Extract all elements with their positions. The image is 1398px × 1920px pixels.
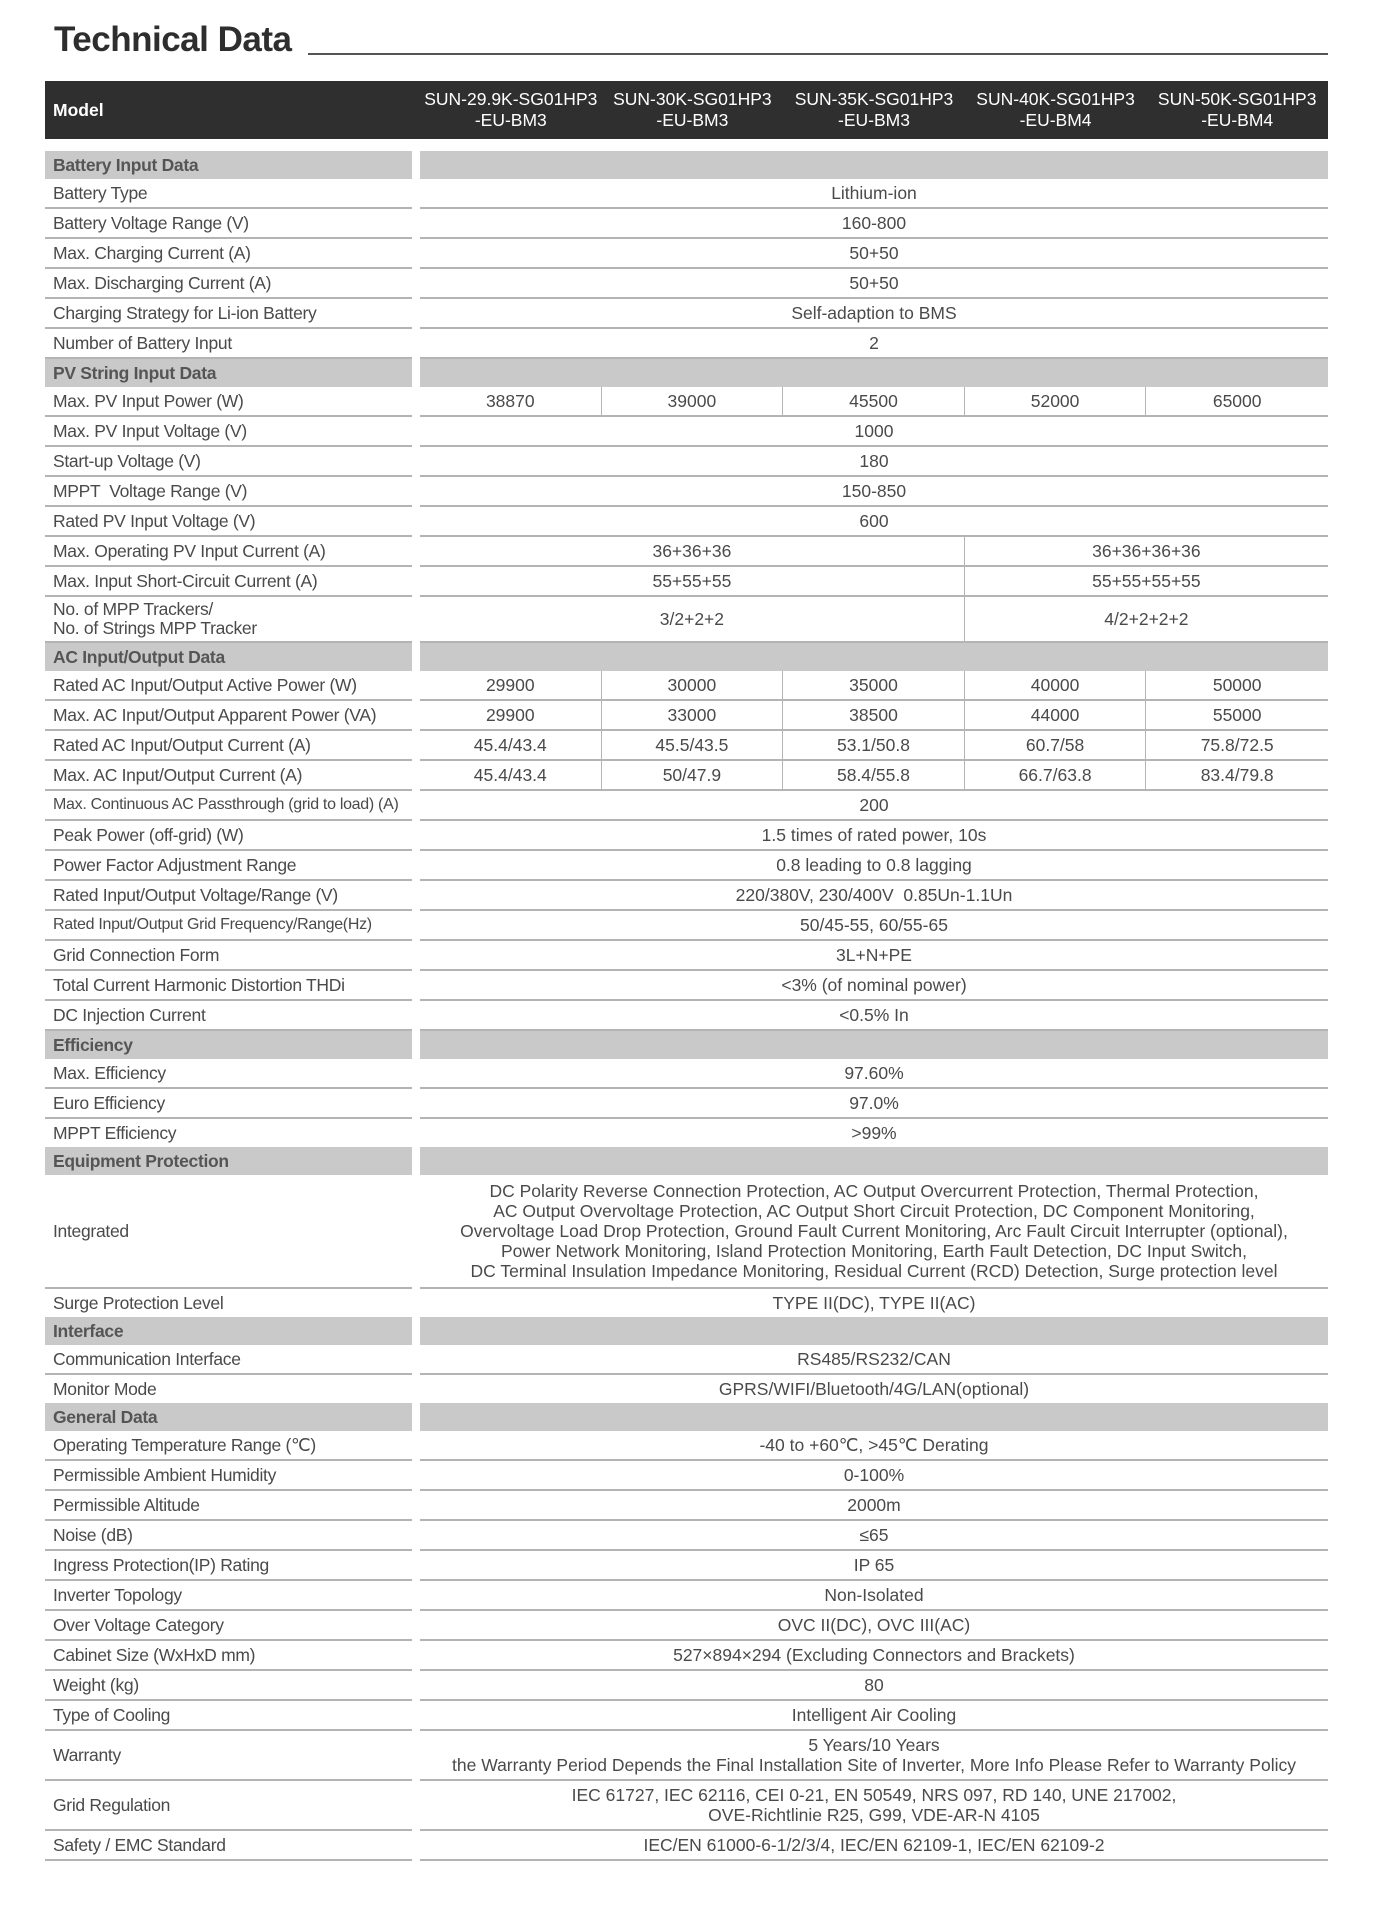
spec-value: <0.5% In [420,1001,1328,1031]
spec-row [45,239,1328,269]
spec-value: <3% (of nominal power) [420,971,1328,1001]
section-header-general: General Data [45,1403,1328,1431]
spec-label: Charging Strategy for Li-ion Battery [45,299,412,329]
spec-value: 36+36+36 [420,537,965,567]
spec-label: Max. Discharging Current (A) [45,269,412,299]
spec-row [45,851,1328,881]
spec-label: No. of MPP Trackers/ No. of Strings MPP Tracker [45,597,412,643]
spec-value: 1.5 times of rated power, 10s [420,821,1328,851]
spec-value: 3L+N+PE [420,941,1328,971]
spec-value: 150-850 [420,477,1328,507]
spec-label: MPPT Efficiency [53,1122,177,1143]
spec-value: >99% [851,1122,897,1143]
spec-value: 97.0% [420,1089,1328,1119]
spec-value: 40000 [965,671,1147,701]
section-header-protection: Equipment Protection [45,1147,1328,1175]
spec-row [45,1461,1328,1491]
spec-value: 65000 [1146,387,1328,417]
model-label: Model [45,81,412,139]
page-title: Technical Data [54,20,292,59]
spec-label: Communication Interface [45,1345,412,1375]
spec-label: Max. Continuous AC Passthrough (grid to load) (A) [45,791,412,821]
model-column-header: SUN-40K-SG01HP3 -EU-BM4 [965,81,1147,139]
spec-value: 33000 [602,701,784,731]
spec-label: Warranty [45,1731,412,1781]
spec-row [45,701,1328,731]
spec-row [45,1431,1328,1461]
spec-label: Inverter Topology [45,1581,412,1611]
spec-label: Max. Charging Current (A) [45,239,412,269]
spec-value: 50/45-55, 60/55-65 [420,911,1328,941]
spec-value: Non-Isolated [420,1581,1328,1611]
spec-label: Rated Input/Output Grid Frequency/Range(Hz) [45,911,412,941]
spec-value: 44000 [965,701,1147,731]
section-header-battery: Battery Input Data [45,151,1328,179]
spec-label: Power Factor Adjustment Range [45,851,412,881]
spec-value: RS485/RS232/CAN [420,1345,1328,1375]
spec-value: 160-800 [420,209,1328,239]
spec-value: IEC 61727, IEC 62116, CEI 0-21, EN 50549, NRS 097, RD 140, UNE 217002, OVE-Richtlinie R25, G99, VDE-AR-N 4105 [420,1781,1328,1831]
spec-value: 38870 [420,387,602,417]
spec-row [45,671,1328,701]
spec-value: OVC II(DC), OVC III(AC) [420,1611,1328,1641]
spec-label: Safety / EMC Standard [45,1831,412,1861]
spec-value: 1000 [420,417,1328,447]
spec-row [45,329,1328,359]
spec-value: 80 [420,1671,1328,1701]
spec-row [45,971,1328,1001]
spec-row [45,881,1328,911]
spec-value: 527×894×294 (Excluding Connectors and Brackets) [420,1641,1328,1671]
spec-row [45,1831,1328,1861]
spec-label: Cabinet Size (WxHxD mm) [45,1641,412,1671]
spec-label: Grid Regulation [45,1781,412,1831]
model-column-header: SUN-50K-SG01HP3 -EU-BM4 [1146,81,1328,139]
spec-label: Total Current Harmonic Distortion THDi [45,971,412,1001]
spec-value: 600 [420,507,1328,537]
spec-row [45,567,1328,597]
spec-value: 2000m [420,1491,1328,1521]
spec-label: Max. AC Input/Output Current (A) [45,761,412,791]
spec-label: Rated AC Input/Output Active Power (W) [45,671,412,701]
spec-value: 45500 [783,387,965,417]
spec-row [45,1345,1328,1375]
spec-row [45,821,1328,851]
spec-row [45,1089,1328,1119]
spec-value: 75.8/72.5 [1146,731,1328,761]
spec-row [45,269,1328,299]
spec-value: GPRS/WIFI/Bluetooth/4G/LAN(optional) [718,1378,1030,1399]
spec-row [45,1521,1328,1551]
spec-value: IP 65 [420,1551,1328,1581]
spec-row [45,179,1328,209]
section-header-efficiency: Efficiency [45,1031,1328,1059]
spec-value: 45.4/43.4 [420,731,602,761]
model-column-header: SUN-30K-SG01HP3 -EU-BM3 [602,81,784,139]
spec-value: 66.7/63.8 [965,761,1147,791]
spec-value: Self-adaption to BMS [420,299,1328,329]
spec-row [45,1701,1328,1731]
model-column-header: SUN-35K-SG01HP3 -EU-BM3 [783,81,965,139]
spec-row [45,791,1328,821]
spec-row [45,1375,1328,1403]
spec-value: 45.5/43.5 [602,731,784,761]
spec-row [45,1731,1328,1781]
spec-value: 180 [420,447,1328,477]
spec-value: 58.4/55.8 [783,761,965,791]
spec-value: 39000 [602,387,784,417]
spec-value: 200 [420,791,1328,821]
spec-value: 2 [420,329,1328,359]
section-header-interface: Interface [45,1317,1328,1345]
spec-value: 220/380V, 230/400V 0.85Un-1.1Un [420,881,1328,911]
spec-label: MPPT Voltage Range (V) [45,477,412,507]
spec-value: 55000 [1146,701,1328,731]
spec-label: Integrated [45,1175,412,1289]
spec-value: 36+36+36+36 [965,537,1328,567]
spec-value: -40 to +60℃, >45℃ Derating [420,1431,1328,1461]
spec-label: Battery Voltage Range (V) [45,209,412,239]
spec-label: Rated PV Input Voltage (V) [45,507,412,537]
spec-row [45,1611,1328,1641]
spec-label: Over Voltage Category [45,1611,412,1641]
spec-value: 29900 [420,701,602,731]
spec-label: Operating Temperature Range (℃) [45,1431,412,1461]
spec-value: 55+55+55 [420,567,965,597]
model-header-row [45,81,1328,139]
spec-value: 52000 [965,387,1147,417]
spec-row [45,597,1328,643]
spec-row [45,1119,1328,1147]
spec-row [45,731,1328,761]
spec-label: Max. PV Input Power (W) [45,387,412,417]
spec-row [45,1641,1328,1671]
spec-label: Max. Efficiency [45,1059,412,1089]
spec-label: Type of Cooling [45,1701,412,1731]
spec-value: 35000 [783,671,965,701]
spec-value: 5 Years/10 Years the Warranty Period Depends the Final Installation Site of Inverter, More Info Please Refer to Warranty Policy [420,1731,1328,1781]
spec-row [45,209,1328,239]
title-rule-divider [308,53,1328,55]
spec-label: Permissible Ambient Humidity [45,1461,412,1491]
spec-row [45,477,1328,507]
spec-row [45,1059,1328,1089]
spec-row [45,507,1328,537]
spec-label: Weight (kg) [45,1671,412,1701]
spec-label: Noise (dB) [45,1521,412,1551]
page-header [54,20,1328,60]
spec-row [45,1175,1328,1289]
spec-value: ≤65 [420,1521,1328,1551]
spec-value: 50/47.9 [602,761,784,791]
spec-row [45,1491,1328,1521]
spec-value: 38500 [783,701,965,731]
spec-row [45,761,1328,791]
spec-value: Lithium-ion [420,179,1328,209]
spec-row [45,1671,1328,1701]
spec-label: Number of Battery Input [45,329,412,359]
spec-value: Intelligent Air Cooling [420,1701,1328,1731]
spec-label: Max. AC Input/Output Apparent Power (VA) [45,701,412,731]
spec-label: Start-up Voltage (V) [45,447,412,477]
spec-label: Ingress Protection(IP) Rating [45,1551,412,1581]
spec-row [45,387,1328,417]
spec-row [45,1581,1328,1611]
spec-value: 97.60% [420,1059,1328,1089]
spec-label: Grid Connection Form [45,941,412,971]
section-header-ac: AC Input/Output Data [45,643,1328,671]
spec-row [45,1289,1328,1317]
spec-label: Battery Type [45,179,412,209]
spec-value: 83.4/79.8 [1146,761,1328,791]
spec-label: DC Injection Current [45,1001,412,1031]
section-header-pv: PV String Input Data [45,359,1328,387]
spec-label: Surge Protection Level [53,1292,224,1313]
spec-row [45,447,1328,477]
spec-value: 0-100% [420,1461,1328,1491]
spec-label: Rated AC Input/Output Current (A) [45,731,412,761]
spec-row [45,1001,1328,1031]
spec-label: Monitor Mode [53,1378,157,1399]
spec-value: 50000 [1146,671,1328,701]
spec-value: 50+50 [420,269,1328,299]
spec-value: 4/2+2+2+2 [965,597,1328,643]
spec-row [45,1781,1328,1831]
spec-value: 3/2+2+2 [420,597,965,643]
spec-label: Max. Input Short-Circuit Current (A) [45,567,412,597]
spec-value: 60.7/58 [965,731,1147,761]
spec-row [45,1551,1328,1581]
spec-value: 45.4/43.4 [420,761,602,791]
spec-value: 50+50 [420,239,1328,269]
spec-row [45,299,1328,329]
spec-label: Euro Efficiency [45,1089,412,1119]
technical-data-table [45,81,1328,1861]
spec-label: Permissible Altitude [45,1491,412,1521]
spec-label: Peak Power (off-grid) (W) [45,821,412,851]
spec-label: Max. Operating PV Input Current (A) [45,537,412,567]
spec-value: TYPE II(DC), TYPE II(AC) [772,1292,976,1313]
spec-row [45,537,1328,567]
spec-value: 0.8 leading to 0.8 lagging [420,851,1328,881]
spec-label: Rated Input/Output Voltage/Range (V) [45,881,412,911]
spec-row [45,941,1328,971]
spec-row [45,417,1328,447]
spec-value-integrated-protections: DC Polarity Reverse Connection Protection, AC Output Overcurrent Protection, Thermal Protection, AC Output Overvoltage Protection, AC Output Short Circuit Protection, DC Component Monitoring, Overvoltage Load Drop Protection, Ground Fault Current Monitoring, Arc Fault Circuit Interrupter (optional), Power Network Monitoring, Island Protection Monitoring, Earth Fault Detection, DC Input Switch, DC Terminal Insulation Impedance Monitoring, Residual Current (RCD) Detection, Surge protection level [420,1175,1328,1289]
spec-label: Max. PV Input Voltage (V) [45,417,412,447]
spec-value: IEC/EN 61000-6-1/2/3/4, IEC/EN 62109-1, IEC/EN 62109-2 [420,1831,1328,1861]
spec-value: 29900 [420,671,602,701]
spec-row [45,911,1328,941]
spec-value: 55+55+55+55 [965,567,1328,597]
spec-value: 53.1/50.8 [783,731,965,761]
spec-value: 30000 [602,671,784,701]
model-column-header: SUN-29.9K-SG01HP3 -EU-BM3 [420,81,602,139]
